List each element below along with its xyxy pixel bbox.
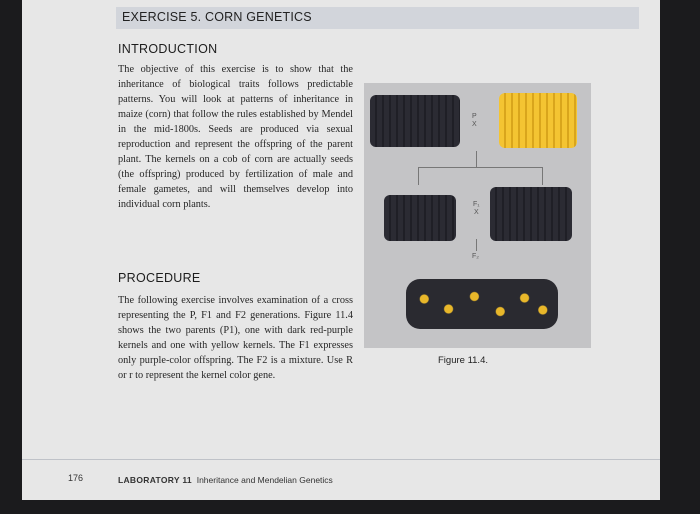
cross-line-horizontal bbox=[418, 167, 542, 168]
cross-line-left bbox=[418, 167, 419, 185]
introduction-paragraph: The objective of this exercise is to show that the inheritance of biological traits follows predictable patterns. You will look at patterns of inheritance in maize (corn) that follow the rules established by Mendel in the mid-1800s. Seeds are produced via sexual reproduction and represent the offspring of the parent plant. The kernels on a cob of corn are actually seeds (the offspring) produced by fertilization of male and female gametes, and will themselves develop into individual corn plants. bbox=[118, 64, 353, 210]
f1-cob-left bbox=[384, 195, 456, 241]
footer-running-title bbox=[118, 475, 333, 485]
page-number: 176 bbox=[68, 473, 84, 483]
cross-line-right bbox=[542, 167, 543, 185]
cross-line-vertical bbox=[476, 151, 477, 167]
footer-divider bbox=[22, 459, 660, 460]
procedure-paragraph: The following exercise involves examination of a cross representing the P, F1 and F2 generations. Figure 11.4 shows the two parents (P1), one with dark red-purple kernels and one with yellow kernels. The F1 expresses only purple-color offspring. The F2 is a mixture. Use R or r to represent the kernel color gene. bbox=[118, 295, 353, 381]
cross-label-f1: F₁ X bbox=[473, 201, 480, 216]
footer-lab-title: Inheritance and Mendelian Genetics bbox=[196, 475, 333, 485]
figure-caption: Figure 11.4. bbox=[438, 355, 488, 366]
exercise-title: EXERCISE 5. CORN GENETICS bbox=[122, 10, 312, 24]
footer-lab-label: LABORATORY 11 bbox=[118, 475, 192, 485]
cross-label-f2: F₂ bbox=[472, 253, 479, 260]
corn-cross-photo bbox=[364, 83, 591, 348]
cross-label-p: P X bbox=[472, 113, 477, 128]
parent-dark-cob bbox=[370, 95, 460, 147]
f1-cob-right bbox=[490, 187, 572, 241]
parent-yellow-cob bbox=[499, 93, 577, 148]
cross-line-f2 bbox=[476, 239, 477, 251]
procedure-heading: PROCEDURE bbox=[118, 271, 201, 285]
f2-mixed-cob bbox=[406, 279, 558, 329]
introduction-heading: INTRODUCTION bbox=[118, 42, 218, 56]
